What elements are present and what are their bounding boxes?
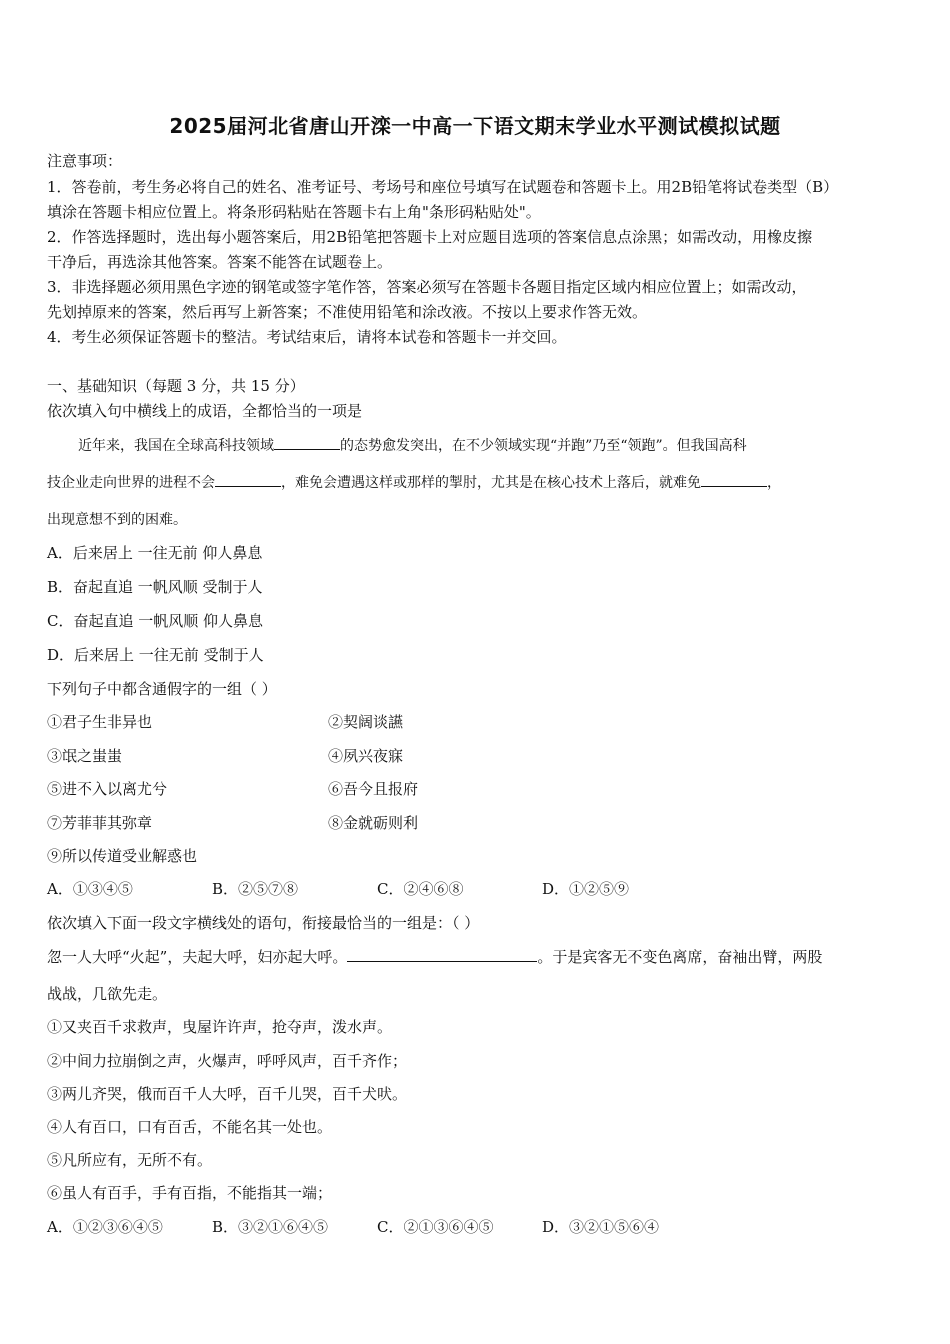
passage-text: 技企业走向世界的进程不会 [47,475,215,491]
fill-blank [274,435,340,450]
list-item: ⑤凡所应有，无所不有。 [47,1151,213,1169]
answer-option: A．①③④⑤ [47,880,133,898]
passage-text: 忽一人大呼“火起”，夫起大呼，妇亦起大呼。 [47,948,348,966]
list-item: ⑥吾今且报府 [328,780,419,798]
passage-line [78,435,747,456]
list-item: ④人有百口，口有百舌，不能名其一处也。 [47,1118,333,1136]
answer-option: C．②①③⑥④⑤ [377,1218,494,1236]
passage-text: ，难免会遭遇这样或那样的掣肘，尤其是在核心技术上落后，就难免 [281,475,701,491]
notice-line: 填涂在答题卡相应位置上。将条形码粘贴在答题卡右上角"条形码粘贴处"。 [47,203,541,221]
answer-option: D．后来居上 一往无前 受制于人 [47,646,264,664]
notice-line: 4．考生必须保证答题卡的整洁。考试结束后，请将本试卷和答题卡一并交回。 [47,328,567,346]
list-item: ⑥虽人有百手，手有百指，不能指其一端； [47,1184,333,1202]
passage-text: ， [767,475,781,491]
question-stem: 依次填入句中横线上的成语，全都恰当的一项是 [47,402,363,420]
list-item: ⑦芳菲菲其弥章 [47,814,153,832]
passage-text: 近年来，我国在全球高科技领域 [78,438,274,454]
answer-option: D．③②①⑤⑥④ [542,1218,660,1236]
answer-option: B．奋起直追 一帆风顺 受制于人 [47,578,263,596]
passage-line: 战战，几欲先走。 [47,985,168,1003]
passage-text: 。于是宾客无不变色离席，奋袖出臂，两股 [537,948,823,966]
list-item: ②契阔谈讌 [328,713,404,731]
list-item: ③氓之蚩蚩 [47,747,123,765]
list-item: ①君子生非异也 [47,713,153,731]
notice-line: 1．答卷前，考生务必将自己的姓名、准考证号、考场号和座位号填写在试题卷和答题卡上。用2B铅笔将试卷类型（B） [47,178,839,196]
fill-blank [215,472,281,487]
answer-option: C．奋起直追 一帆风顺 仰人鼻息 [47,612,264,630]
answer-option: C．②④⑥⑧ [377,880,464,898]
notice-line: 先划掉原来的答案，然后再写上新答案；不准使用铅笔和涂改液。不按以上要求作答无效。 [47,303,648,321]
list-item: ⑨所以传道受业解惑也 [47,847,198,865]
notice-line: 2．作答选择题时，选出每小题答案后，用2B铅笔把答题卡上对应题目选项的答案信息点涂黑；如需改动，用橡皮擦 [47,228,813,246]
question-stem: 下列句子中都含通假字的一组（ ） [47,680,277,698]
answer-option: B．③②①⑥④⑤ [212,1218,329,1236]
list-item: ①又夹百千求救声，曳屋许许声，抢夺声，泼水声。 [47,1018,393,1036]
page-title: 2025届河北省唐山开滦一中高一下语文期末学业水平测试模拟试题 [169,114,781,138]
question-stem: 依次填入下面一段文字横线处的语句，衔接最恰当的一组是：（ ） [47,914,480,932]
answer-option: A．后来居上 一往无前 仰人鼻息 [47,544,263,562]
passage-line [47,472,781,493]
list-item: ⑤进不入以离尤兮 [47,780,168,798]
list-item: ⑧金就砺则利 [328,814,419,832]
list-item: ④夙兴夜寐 [328,747,404,765]
list-item: ②中间力拉崩倒之声，火爆声，呼呼风声，百千齐作； [47,1052,408,1070]
passage-line [47,947,822,967]
answer-option: A．①②③⑥④⑤ [47,1218,163,1236]
answer-option: D．①②⑤⑨ [542,880,630,898]
passage-line: 出现意想不到的困难。 [47,512,187,528]
answer-option: B．②⑤⑦⑧ [212,880,299,898]
fill-blank [701,472,767,487]
list-item: ③两儿齐哭，俄而百千人大呼，百千儿哭，百千犬吠。 [47,1085,408,1103]
section-heading: 一、基础知识（每题 3 分，共 15 分） [47,377,305,395]
notice-heading: 注意事项： [47,152,123,170]
passage-text: 的态势愈发突出，在不少领域实现“并跑”乃至“领跑”。但我国高科 [340,438,747,454]
fill-blank [347,947,537,962]
notice-line: 3．非选择题必须用黑色字迹的钢笔或签字笔作答，答案必须写在答题卡各题目指定区域内相应位置上；如需改动， [47,278,807,296]
notice-line: 干净后，再选涂其他答案。答案不能答在试题卷上。 [47,253,393,271]
